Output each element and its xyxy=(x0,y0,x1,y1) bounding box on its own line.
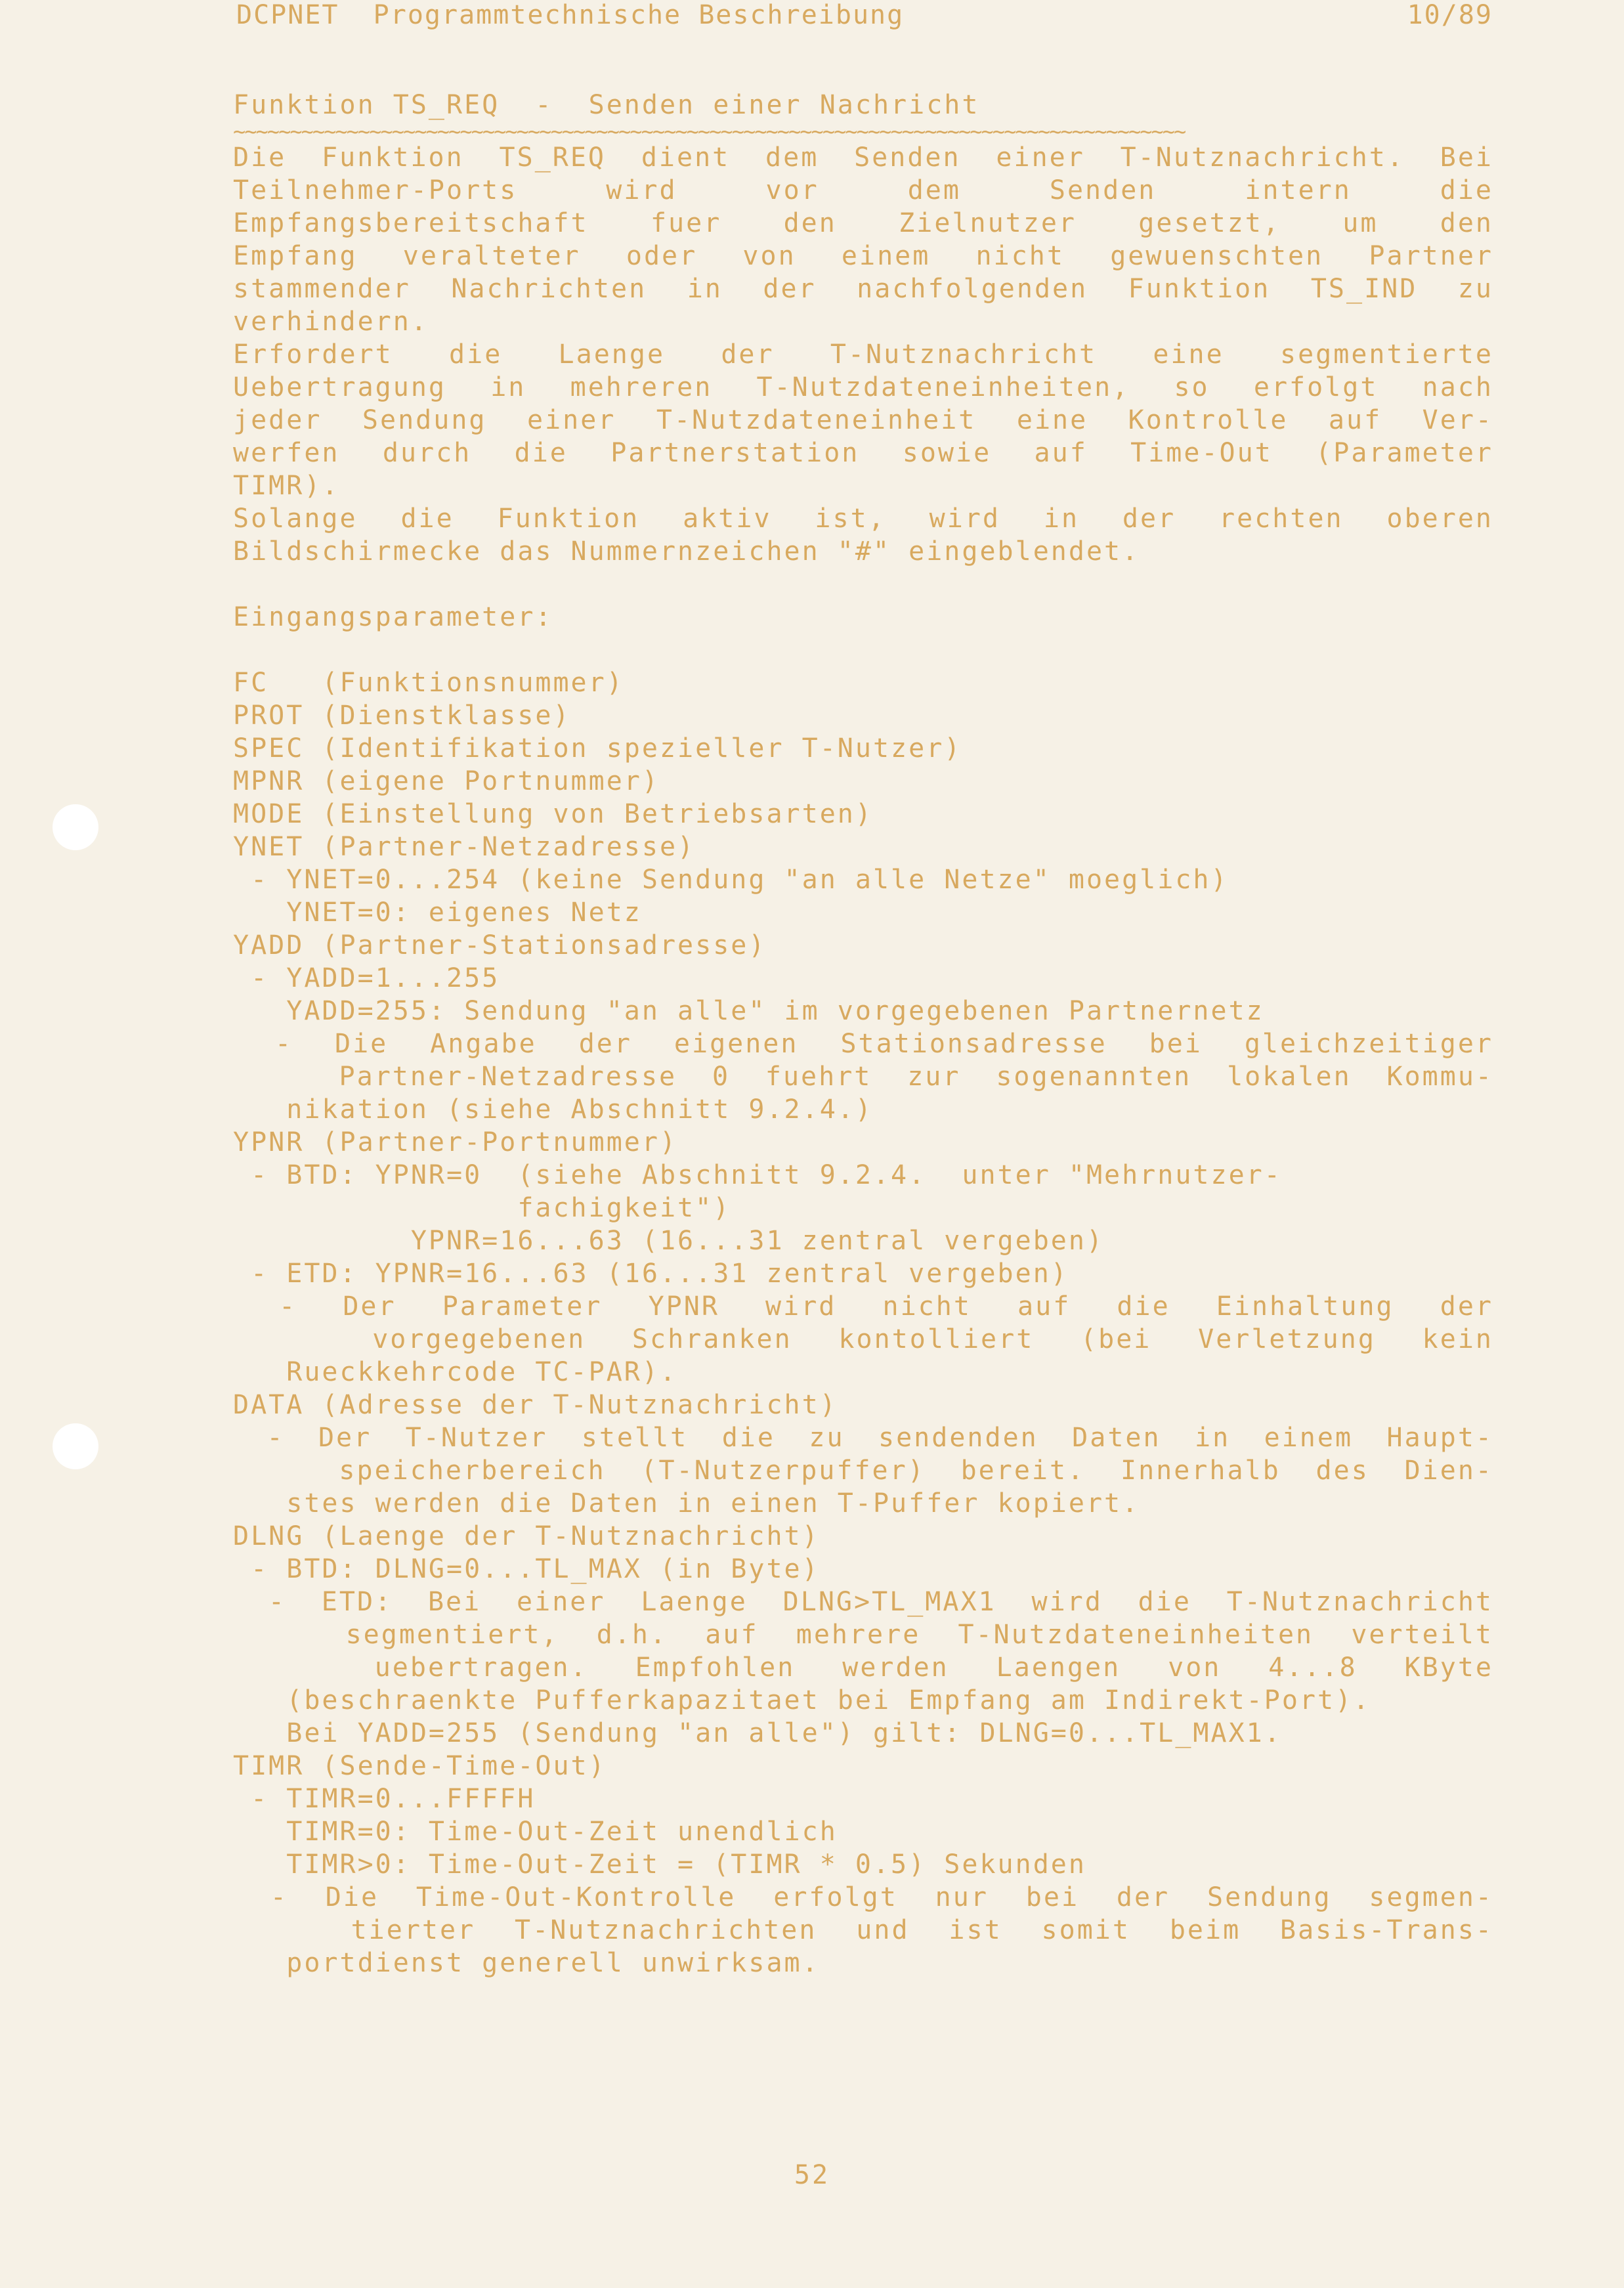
param-line: portdienst generell unwirksam. xyxy=(233,1948,820,1978)
param-line: TIMR=0: Time-Out-Zeit unendlich xyxy=(233,1817,838,1847)
param-line: (beschraenkte Pufferkapazitaet bei Empfang am Indirekt-Port). xyxy=(233,1685,1371,1716)
intro-line: Solange die Funktion aktiv ist, wird in der rechten oberen xyxy=(233,504,1493,534)
intro-line: Teilnehmer-Ports wird vor dem Senden intern die xyxy=(233,175,1493,205)
intro-line: Bildschirmecke das Nummernzeichen "#" eingeblendet. xyxy=(233,536,1140,567)
param-line: tierter T-Nutznachrichten und ist somit beim Basis-Trans- xyxy=(233,1915,1493,1945)
param-line: YPNR=16...63 (16...31 zentral vergeben) xyxy=(233,1226,1105,1256)
param-line: FC (Funktionsnummer) xyxy=(233,668,624,698)
punch-hole xyxy=(53,1423,98,1469)
param-line: - YNET=0...254 (keine Sendung "an alle Netze" moeglich) xyxy=(233,865,1229,895)
intro-line: Empfang veralteter oder von einem nicht gewuenschten Partner xyxy=(233,241,1493,271)
param-line: DATA (Adresse der T-Nutznachricht) xyxy=(233,1390,838,1420)
param-line: PROT (Dienstklasse) xyxy=(233,701,571,731)
param-line: YPNR (Partner-Portnummer) xyxy=(233,1127,678,1157)
param-line: SPEC (Identifikation spezieller T-Nutzer) xyxy=(233,733,962,764)
params-heading: Eingangsparameter: xyxy=(233,602,553,632)
param-line: - ETD: YPNR=16...63 (16...31 zentral vergeben) xyxy=(233,1259,1069,1289)
param-line: Bei YADD=255 (Sendung "an alle") gilt: DLNG=0...TL_MAX1. xyxy=(233,1718,1282,1748)
page-header xyxy=(236,0,1493,33)
param-line: YADD (Partner-Stationsadresse) xyxy=(233,930,767,961)
param-line: - YADD=1...255 xyxy=(233,963,500,993)
param-line: DLNG (Laenge der T-Nutznachricht) xyxy=(233,1521,820,1551)
intro-line: Empfangsbereitschaft fuer den Zielnutzer gesetzt, um den xyxy=(233,208,1493,238)
param-line: - TIMR=0...FFFFH xyxy=(233,1784,536,1814)
param-line: - BTD: YPNR=0 (siehe Abschnitt 9.2.4. unter "Mehrnutzer- xyxy=(233,1160,1282,1190)
intro-line: jeder Sendung einer T-Nutzdateneinheit eine Kontrolle auf Ver- xyxy=(233,405,1493,435)
param-line: YADD=255: Sendung "an alle" im vorgegebenen Partnernetz xyxy=(233,996,1264,1026)
page-number: 52 xyxy=(794,2160,830,2190)
param-line: Partner-Netzadresse 0 fuehrt zur sogenannten lokalen Kommu- xyxy=(233,1062,1493,1092)
param-line: Rueckkehrcode TC-PAR). xyxy=(233,1357,678,1387)
intro-line: verhindern. xyxy=(233,307,429,337)
param-line: - Die Angabe der eigenen Stationsadresse bei gleichzeitiger xyxy=(233,1029,1493,1059)
param-line: - BTD: DLNG=0...TL_MAX (in Byte) xyxy=(233,1554,820,1584)
intro-line: werfen durch die Partnerstation sowie auf Time-Out (Parameter xyxy=(233,438,1493,468)
page-content xyxy=(233,89,1493,1979)
param-line: MPNR (eigene Portnummer) xyxy=(233,766,660,796)
intro-line: stammender Nachrichten in der nachfolgenden Funktion TS_IND zu xyxy=(233,274,1493,304)
param-line: MODE (Einstellung von Betriebsarten) xyxy=(233,799,873,829)
param-line: segmentiert, d.h. auf mehrere T-Nutzdateneinheiten verteilt xyxy=(233,1620,1493,1650)
param-line: - Der T-Nutzer stellt die zu sendenden Daten in einem Haupt- xyxy=(233,1423,1493,1453)
section-title: Funktion TS_REQ - Senden einer Nachricht xyxy=(233,90,980,120)
punch-hole xyxy=(53,804,98,850)
intro-line: TIMR). xyxy=(233,471,340,501)
param-line: uebertragen. Empfohlen werden Laengen von 4...8 KByte xyxy=(233,1652,1493,1683)
param-line: stes werden die Daten in einen T-Puffer kopiert. xyxy=(233,1488,1140,1519)
param-line: YNET (Partner-Netzadresse) xyxy=(233,832,696,862)
param-line: nikation (siehe Abschnitt 9.2.4.) xyxy=(233,1094,873,1125)
intro-line: Uebertragung in mehreren T-Nutzdateneinheiten, so erfolgt nach xyxy=(233,372,1493,402)
header-date: 10/89 xyxy=(1407,0,1493,30)
param-line: - Der Parameter YPNR wird nicht auf die Einhaltung der xyxy=(233,1291,1493,1322)
param-line: TIMR (Sende-Time-Out) xyxy=(233,1751,607,1781)
param-line: vorgegebenen Schranken kontolliert (bei Verletzung kein xyxy=(233,1324,1493,1354)
intro-line: Die Funktion TS_REQ dient dem Senden einer T-Nutznachricht. Bei xyxy=(233,142,1493,173)
param-line: - Die Time-Out-Kontrolle erfolgt nur bei der Sendung segmen- xyxy=(233,1882,1493,1912)
param-line: TIMR>0: Time-Out-Zeit = (TIMR * 0.5) Sekunden xyxy=(233,1849,1086,1880)
title-underline: ~~~~~~~~~~~~~~~~~~~~~~~~~~~~~~~~~~~~~~~~~~~~~~~~~~~~~~~~~~~~~~~~~~~~~~~~~~~~~~~~~~~~ xyxy=(233,121,1186,141)
param-line: fachigkeit") xyxy=(233,1193,731,1223)
header-title: DCPNET Programmtechnische Beschreibung xyxy=(236,0,905,30)
param-line: - ETD: Bei einer Laenge DLNG>TL_MAX1 wird die T-Nutznachricht xyxy=(233,1587,1493,1617)
param-line: YNET=0: eigenes Netz xyxy=(233,897,642,928)
param-line: speicherbereich (T-Nutzerpuffer) bereit. Innerhalb des Dien- xyxy=(233,1456,1493,1486)
intro-line: Erfordert die Laenge der T-Nutznachricht eine segmentierte xyxy=(233,339,1493,370)
